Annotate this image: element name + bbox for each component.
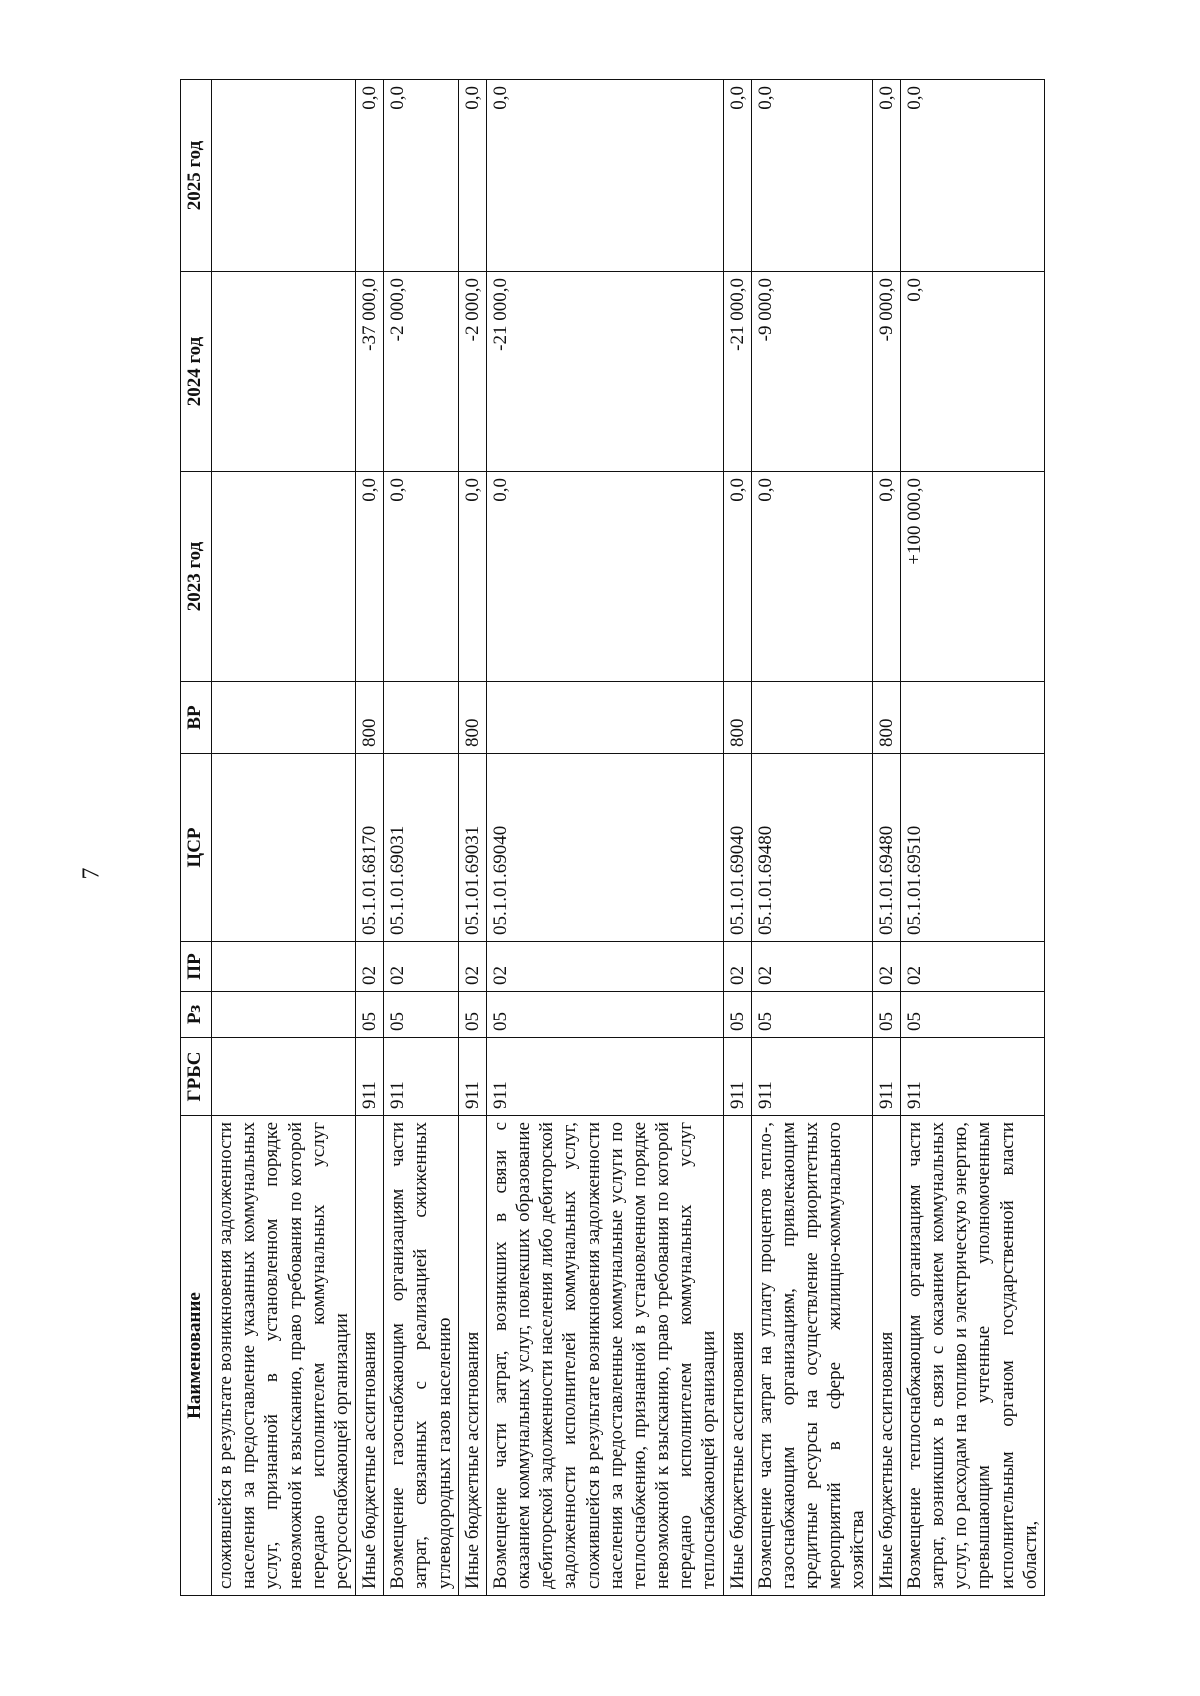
cell-vr [900,682,1044,754]
cell-rz: 05 [900,992,1044,1038]
cell-y2024: -2 000,0 [384,272,459,472]
cell-pr: 02 [723,942,751,992]
cell-y2024: -9 000,0 [872,272,900,472]
cell-y2023: 0,0 [723,472,751,682]
cell-vr: 800 [356,682,384,754]
cell-name: Иные бюджетные ассигнования [872,1116,900,1596]
cell-y2023 [212,472,356,682]
cell-name: Возмещение части затрат, возникших в связи с оказанием коммунальных услуг, повлекших образование дебиторской задолженности населения либо дебиторской задолженности исполнителей коммунальных услуг, сложившейся в результате возникновения задолженности населения за предоставленные коммунальные услуги по теплоснабжению, признанной в установленном порядке невозможной к взысканию, право требования по которой передано исполнителем коммунальных услуг теплоснабжающей организации [486,1116,723,1596]
cell-pr: 02 [458,942,486,992]
cell-grbs: 911 [458,1038,486,1116]
cell-csr: 05.1.01.69031 [384,754,459,942]
rotated-table-wrapper [180,80,1041,1596]
table-row [751,80,872,1596]
cell-rz: 05 [458,992,486,1038]
table-row [900,80,1044,1596]
cell-y2023: 0,0 [486,472,723,682]
cell-rz: 05 [751,992,872,1038]
cell-y2023: 0,0 [458,472,486,682]
cell-name: Иные бюджетные ассигнования [356,1116,384,1596]
cell-y2024: -2 000,0 [458,272,486,472]
cell-y2023: 0,0 [872,472,900,682]
header-csr: ЦСР [181,754,212,942]
table-row [458,80,486,1596]
cell-rz: 05 [384,992,459,1038]
cell-y2025: 0,0 [458,80,486,272]
cell-grbs [212,1038,356,1116]
cell-y2025: 0,0 [486,80,723,272]
cell-y2025: 0,0 [356,80,384,272]
table-row [723,80,751,1596]
cell-pr: 02 [356,942,384,992]
cell-csr [212,754,356,942]
cell-y2023: 0,0 [384,472,459,682]
cell-y2024: -37 000,0 [356,272,384,472]
cell-rz: 05 [723,992,751,1038]
cell-pr: 02 [872,942,900,992]
budget-table [180,79,1045,1596]
cell-y2024: 0,0 [900,272,1044,472]
cell-name: Иные бюджетные ассигнования [458,1116,486,1596]
cell-y2023: +100 000,0 [900,472,1044,682]
header-rz: Рз [181,992,212,1038]
cell-y2025: 0,0 [384,80,459,272]
cell-vr [751,682,872,754]
cell-grbs: 911 [723,1038,751,1116]
cell-rz [212,992,356,1038]
page-number: 7 [78,867,105,880]
cell-y2023: 0,0 [356,472,384,682]
header-2023: 2023 год [181,472,212,682]
cell-y2024: -21 000,0 [723,272,751,472]
cell-grbs: 911 [384,1038,459,1116]
cell-name: Возмещение части затрат на уплату процентов тепло-, газоснабжающим организациям, привлекающим кредитные ресурсы на осуществление приоритетных мероприятий в сфере жилищно-коммунального хозяйства [751,1116,872,1596]
cell-vr [384,682,459,754]
cell-grbs: 911 [751,1038,872,1116]
cell-csr: 05.1.01.69040 [723,754,751,942]
header-pr: ПР [181,942,212,992]
cell-pr: 02 [384,942,459,992]
cell-grbs: 911 [900,1038,1044,1116]
cell-rz: 05 [872,992,900,1038]
table-row [212,80,356,1596]
table-header-row [181,80,212,1596]
table-row [384,80,459,1596]
cell-y2024: -9 000,0 [751,272,872,472]
cell-name: Возмещение газоснабжающим организациям части затрат, связанных с реализацией сжиженных углеводородных газов населению [384,1116,459,1596]
table-row [486,80,723,1596]
cell-pr [212,942,356,992]
cell-csr: 05.1.01.68170 [356,754,384,942]
cell-csr: 05.1.01.69510 [900,754,1044,942]
cell-csr: 05.1.01.69480 [751,754,872,942]
cell-vr [486,682,723,754]
cell-grbs: 911 [872,1038,900,1116]
cell-y2025: 0,0 [872,80,900,272]
cell-vr: 800 [458,682,486,754]
cell-pr: 02 [751,942,872,992]
cell-csr: 05.1.01.69480 [872,754,900,942]
cell-y2024 [212,272,356,472]
cell-csr: 05.1.01.69040 [486,754,723,942]
cell-y2025: 0,0 [900,80,1044,272]
cell-y2023: 0,0 [751,472,872,682]
cell-grbs: 911 [356,1038,384,1116]
header-2025: 2025 год [181,80,212,272]
header-name: Наименование [181,1116,212,1596]
cell-csr: 05.1.01.69031 [458,754,486,942]
cell-vr [212,682,356,754]
cell-vr: 800 [872,682,900,754]
cell-name: Иные бюджетные ассигнования [723,1116,751,1596]
cell-rz: 05 [356,992,384,1038]
header-vr: ВР [181,682,212,754]
cell-y2025: 0,0 [723,80,751,272]
table-row [872,80,900,1596]
cell-name: Возмещение теплоснабжающим организациям части затрат, возникших в связи с оказанием коммунальных услуг, по расходам на топливо и электрическую энергию, превышающим учтенные уполномоченным исполнительным органом государственной власти области, [900,1116,1044,1596]
cell-y2025: 0,0 [751,80,872,272]
cell-pr: 02 [486,942,723,992]
cell-y2024: -21 000,0 [486,272,723,472]
cell-pr: 02 [900,942,1044,992]
cell-y2025 [212,80,356,272]
header-2024: 2024 год [181,272,212,472]
header-grbs: ГРБС [181,1038,212,1116]
cell-vr: 800 [723,682,751,754]
cell-grbs: 911 [486,1038,723,1116]
table-row [356,80,384,1596]
cell-name: сложившейся в результате возникновения задолженности населения за предоставление указанных коммунальных услуг, признанной в установленном порядке невозможной к взысканию, право требования по которой передано исполнителем коммунальных услуг ресурсоснабжающей организации [212,1116,356,1596]
cell-rz: 05 [486,992,723,1038]
